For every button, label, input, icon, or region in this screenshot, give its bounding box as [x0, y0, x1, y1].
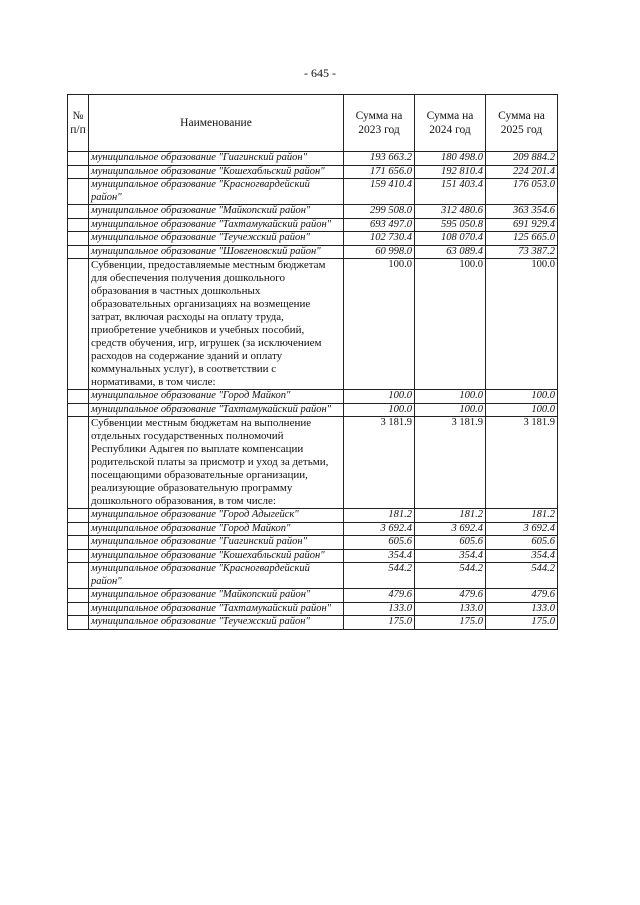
- row-sum-2023-cell: 100.0: [344, 403, 415, 417]
- table-row: [68, 390, 558, 404]
- row-name-cell: муниципальное образование "Тахтамукайский район": [89, 218, 344, 232]
- row-number-cell: [68, 165, 89, 179]
- row-sum-2023-cell: 102 730.4: [344, 232, 415, 246]
- row-name-cell: муниципальное образование "Гиагинский район": [89, 536, 344, 550]
- row-sum-2024-cell: 100.0: [415, 403, 486, 417]
- row-sum-2023-cell: 605.6: [344, 536, 415, 550]
- row-number-cell: [68, 232, 89, 246]
- row-sum-2023-cell: 3 692.4: [344, 522, 415, 536]
- row-sum-2024-cell: 312 480.6: [415, 205, 486, 219]
- row-sum-2025-cell: 176 053.0: [486, 179, 558, 205]
- row-sum-2024-cell: 192 810.4: [415, 165, 486, 179]
- row-name-cell: муниципальное образование "Город Адыгейск": [89, 509, 344, 523]
- row-sum-2023-cell: 479.6: [344, 589, 415, 603]
- row-sum-2023-cell: 159 410.4: [344, 179, 415, 205]
- row-number-cell: [68, 259, 89, 390]
- row-sum-2025-cell: 100.0: [486, 259, 558, 390]
- row-sum-2025-cell: 354.4: [486, 549, 558, 563]
- header-number: № п/п: [68, 95, 89, 152]
- budget-table: [67, 94, 558, 630]
- row-sum-2023-cell: 100.0: [344, 259, 415, 390]
- row-name-cell: муниципальное образование "Кошехабльский район": [89, 549, 344, 563]
- row-name-cell: муниципальное образование "Шовгеновский район": [89, 245, 344, 259]
- table-row: [68, 403, 558, 417]
- row-sum-2024-cell: 108 070.4: [415, 232, 486, 246]
- row-sum-2025-cell: 133.0: [486, 602, 558, 616]
- row-sum-2023-cell: 193 663.2: [344, 152, 415, 166]
- row-name-cell: муниципальное образование "Гиагинский район": [89, 152, 344, 166]
- table-row: [68, 152, 558, 166]
- table-row: [68, 205, 558, 219]
- row-number-cell: [68, 589, 89, 603]
- row-sum-2024-cell: 133.0: [415, 602, 486, 616]
- row-sum-2023-cell: 60 998.0: [344, 245, 415, 259]
- row-sum-2024-cell: 544.2: [415, 563, 486, 589]
- header-sum-2024: Сумма на 2024 год: [415, 95, 486, 152]
- row-sum-2023-cell: 171 656.0: [344, 165, 415, 179]
- table-row: [68, 179, 558, 205]
- table-row: [68, 602, 558, 616]
- header-name: Наименование: [89, 95, 344, 152]
- row-sum-2024-cell: 180 498.0: [415, 152, 486, 166]
- row-name-cell: муниципальное образование "Город Майкоп": [89, 522, 344, 536]
- table-row: [68, 218, 558, 232]
- row-name-cell: муниципальное образование "Тахтамукайский район": [89, 602, 344, 616]
- table-row: [68, 536, 558, 550]
- row-sum-2024-cell: 151 403.4: [415, 179, 486, 205]
- row-sum-2024-cell: 3 181.9: [415, 417, 486, 509]
- table-row: [68, 549, 558, 563]
- row-sum-2025-cell: 181.2: [486, 509, 558, 523]
- table-row: [68, 589, 558, 603]
- row-number-cell: [68, 179, 89, 205]
- table-row: [68, 616, 558, 630]
- row-sum-2023-cell: 693 497.0: [344, 218, 415, 232]
- row-name-cell: муниципальное образование "Теучежский район": [89, 232, 344, 246]
- row-sum-2024-cell: 181.2: [415, 509, 486, 523]
- row-number-cell: [68, 218, 89, 232]
- table-row: [68, 245, 558, 259]
- row-sum-2023-cell: 133.0: [344, 602, 415, 616]
- row-sum-2025-cell: 224 201.4: [486, 165, 558, 179]
- row-sum-2023-cell: 544.2: [344, 563, 415, 589]
- row-sum-2024-cell: 3 692.4: [415, 522, 486, 536]
- row-name-cell: муниципальное образование "Майкопский район": [89, 589, 344, 603]
- row-sum-2025-cell: 3 692.4: [486, 522, 558, 536]
- row-sum-2025-cell: 544.2: [486, 563, 558, 589]
- row-name-cell: муниципальное образование "Красногвардейский район": [89, 179, 344, 205]
- row-number-cell: [68, 563, 89, 589]
- table-header-row: [68, 95, 558, 152]
- row-sum-2024-cell: 63 089.4: [415, 245, 486, 259]
- row-name-cell: муниципальное образование "Красногвардейский район": [89, 563, 344, 589]
- row-sum-2024-cell: 175.0: [415, 616, 486, 630]
- row-number-cell: [68, 403, 89, 417]
- row-sum-2025-cell: 363 354.6: [486, 205, 558, 219]
- table-row: [68, 259, 558, 390]
- row-sum-2024-cell: 100.0: [415, 259, 486, 390]
- table-row: [68, 522, 558, 536]
- row-name-cell: муниципальное образование "Тахтамукайский район": [89, 403, 344, 417]
- row-number-cell: [68, 390, 89, 404]
- table-row: [68, 563, 558, 589]
- row-sum-2025-cell: 3 181.9: [486, 417, 558, 509]
- row-sum-2025-cell: 175.0: [486, 616, 558, 630]
- row-number-cell: [68, 549, 89, 563]
- header-sum-2025: Сумма на 2025 год: [486, 95, 558, 152]
- row-number-cell: [68, 522, 89, 536]
- table-row: [68, 165, 558, 179]
- row-sum-2025-cell: 100.0: [486, 403, 558, 417]
- row-sum-2024-cell: 479.6: [415, 589, 486, 603]
- row-sum-2025-cell: 100.0: [486, 390, 558, 404]
- row-sum-2025-cell: 479.6: [486, 589, 558, 603]
- row-number-cell: [68, 205, 89, 219]
- row-sum-2023-cell: 181.2: [344, 509, 415, 523]
- row-sum-2025-cell: 209 884.2: [486, 152, 558, 166]
- row-sum-2024-cell: 100.0: [415, 390, 486, 404]
- row-name-cell: муниципальное образование "Теучежский район": [89, 616, 344, 630]
- row-number-cell: [68, 616, 89, 630]
- table-body: [68, 152, 558, 630]
- row-name-cell: Субвенции, предоставляемые местным бюджетам для обеспечения получения дошкольного образования в частных дошкольных образовательных организациях на возмещение затрат, включая расходы на оплату труда, приобретение учебников и учебных пособий, средств обучения, игр, игрушек (за исключением расходов на содержание зданий и оплату коммунальных услуг), в соответствии с нормативами, в том числе:: [89, 259, 344, 390]
- row-sum-2023-cell: 354.4: [344, 549, 415, 563]
- row-number-cell: [68, 602, 89, 616]
- row-sum-2024-cell: 354.4: [415, 549, 486, 563]
- row-number-cell: [68, 536, 89, 550]
- table-row: [68, 417, 558, 509]
- table-row: [68, 509, 558, 523]
- row-name-cell: Субвенции местным бюджетам на выполнение отдельных государственных полномочий Республики Адыгея по выплате компенсации родительской платы за присмотр и уход за детьми, посещающими образовательные организации, реализующие образовательную программу дошкольного образования, в том числе:: [89, 417, 344, 509]
- row-sum-2025-cell: 605.6: [486, 536, 558, 550]
- row-name-cell: муниципальное образование "Город Майкоп": [89, 390, 344, 404]
- row-sum-2025-cell: 125 665.0: [486, 232, 558, 246]
- row-sum-2025-cell: 691 929.4: [486, 218, 558, 232]
- header-sum-2023: Сумма на 2023 год: [344, 95, 415, 152]
- row-sum-2023-cell: 175.0: [344, 616, 415, 630]
- row-number-cell: [68, 417, 89, 509]
- row-sum-2024-cell: 595 050.8: [415, 218, 486, 232]
- row-number-cell: [68, 509, 89, 523]
- row-name-cell: муниципальное образование "Майкопский район": [89, 205, 344, 219]
- row-number-cell: [68, 152, 89, 166]
- table-row: [68, 232, 558, 246]
- row-sum-2023-cell: 299 508.0: [344, 205, 415, 219]
- row-sum-2025-cell: 73 387.2: [486, 245, 558, 259]
- row-sum-2024-cell: 605.6: [415, 536, 486, 550]
- row-sum-2023-cell: 100.0: [344, 390, 415, 404]
- page-number: - 645 -: [304, 66, 336, 80]
- row-number-cell: [68, 245, 89, 259]
- row-name-cell: муниципальное образование "Кошехабльский район": [89, 165, 344, 179]
- row-sum-2023-cell: 3 181.9: [344, 417, 415, 509]
